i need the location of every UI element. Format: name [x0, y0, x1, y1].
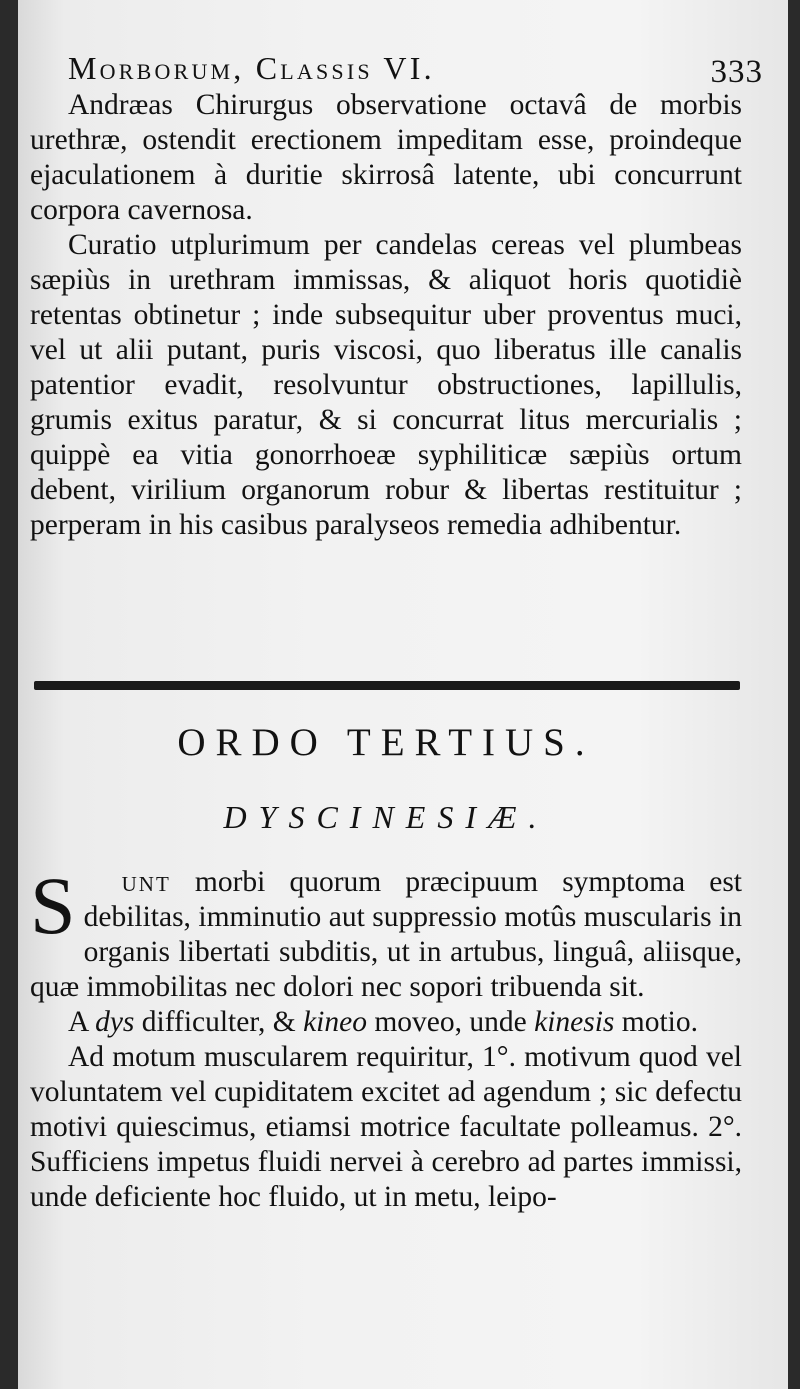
paragraph-curatio: Curatio utplurimum per candelas cereas vel plumbeas sæpiùs in urethram immissas, & aliquot horis quotidiè retentas obtinetur ; inde subsequitur uber proventus muci, vel ut alii putant, puris viscosi, quo liberatus ille canalis patentior evadit, resolvuntur obstructiones, lapillulis, grumis exitus paratur, & si concurrat litus mercurialis ; quippè ea vitia gonorrhoeæ syphiliticæ sæpiùs ortum debent, virilium organorum robur & libertas restituitur ; perperam in his casibus paralyseos remedia adhibentur.: [30, 229, 742, 541]
text-block-top: [30, 88, 742, 543]
text-block-bottom: [30, 860, 742, 1215]
paragraph-ad-motum: Ad motum muscularem requiritur, 1°. motivum quod vel voluntatem vel cupiditatem excitet ad agendum ; sic defectu motivi quiescimus, etiamsi motrice facultate polleamus. 2°. Sufficiens impetus fluidi nervei à cerebro ad partes immissi, unde deficiente hoc fluido, ut in metu, leipo-: [30, 1041, 742, 1213]
etym-italic-dys: dys: [95, 1006, 135, 1038]
etym-italic-kinesis: kinesis: [534, 1006, 615, 1038]
paragraph-sunt-text: morbi quorum præcipuum symptoma est debilitas, imminutio aut suppressio motûs muscularis in organis libertati subditis, ut in artubus, linguâ, aliisque, quæ immobilitas nec dolori nec sopori tribuenda sit.: [30, 866, 742, 1003]
etym-italic-kineo: kineo: [303, 1006, 367, 1038]
section-title: ORDO TERTIUS.: [177, 721, 595, 764]
paragraph-andraeas: Andræas Chirurgus observatione octavâ de morbis urethræ, ostendit erectionem impeditam esse, proindeque ejaculationem à duritie skirrosâ latente, ubi concurrunt corpora cavernosa.: [30, 89, 742, 226]
drop-cap: S: [30, 860, 76, 951]
etym-text-1: A: [68, 1006, 96, 1038]
book-page: [18, 0, 788, 1389]
page-number: 333: [710, 54, 763, 90]
section-divider-rule: [34, 681, 740, 690]
running-head: [68, 48, 763, 88]
section-subtitle: DYSCINESIÆ.: [223, 799, 549, 835]
page-content: [30, 0, 763, 1389]
running-head-title: Morborum, Classis VI.: [68, 50, 435, 86]
etym-text-3: moveo, unde: [366, 1006, 535, 1038]
etym-text-4: motio.: [614, 1006, 698, 1038]
paragraph-sunt: [30, 860, 742, 1005]
first-word-small-caps: unt: [121, 866, 171, 898]
paragraph-etymology: [30, 1005, 742, 1040]
etym-text-2: difficulter, &: [134, 1006, 304, 1038]
